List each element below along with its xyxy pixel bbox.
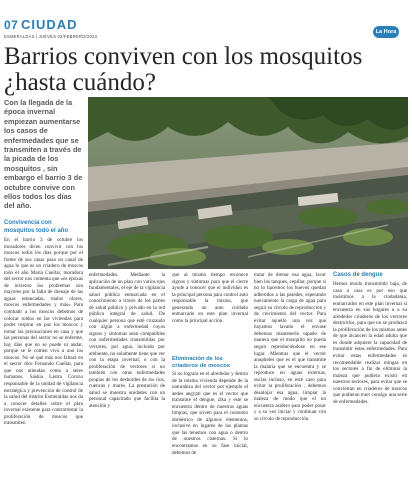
paragraph: Si no lograra en el alrededor y dentro de la misma vivienda depende de la naturaleza del vector por ejemplo el aedes aegypti que es el vector que transmite el dengue, zika y este se encuentra dentro de nuestras aguas limpias, que sirven para el consumo doméstico de algunos elementos, inclusive en lugares de las plantas que las tenemos con agua o dentro de nuestros cisternas. Si lo encontramos en su fase inicial, debemos de [172,371,248,456]
subheading-convivencia: Convivencia con mosquitos todo el año [4,220,68,234]
paragraph: enfermedades. Mediante la aplicación de un plan con varios ejes fundamentales, el eje de la vigilancia salud pública enmarcada en el conocimiento a través de los partes de salud público y privado en la red pública integral de salud. De cualquier persona que esté cruzando con algún a enfermedad cuyos signos y síntomas sean compatibles con enfermedades transmitidas por vectores, por agua, incluido por ambiente, no solamente tiene que ver con la etapa invernal, o con la proliferación de vectores si no también con otras enfermedades propias de los desbordes de los ríos, cuencas y mares. La prestación de salud se muestra unidades con un personal capacitado que facilita la atención y [89,272,165,409]
subheading-dengue: Casos de dengue [333,272,383,278]
paragraph: Hemos tenido transmitido baja, de casa a casa es por eso que insistimos a la ciudadanía, enmarcados en este plan invernal si encuentra en sus hogares o a su alrededor criaderos de los vectores destruirlos, para que no se produzca la proliferación de los mismos antes de que alcancen la edad adulta que es donde adquiere la capacidad de transmitir estas enfermedades. Para evitar estas enfermedades es recomendable realizar mingas en los sectores a fin de eliminar la maleza que pudiera existir en nuestros sectores, para evitar que se conviertan en criaderos de moscos que pudieran traer consigo una serie de enfermedades. [333,281,407,405]
body-column-1 [4,237,83,427]
paragraph: En el barrio 3 de octubre los moradores dicen convivir con los moscos todos los días porque por el frente de sus casas pasa un canal de agua lo que es un criadero de moscos todo el año María Cuellar, moradora del sector nos comenta que «es époxas de invierno los problemas son mayores por la falta de drenaje de las aguas estancadas, malos olores, moscos enfermedades y más» Para combatir a los moscos debemos de colocar toldos en las viviendas para poder respirar en paz los moscos y tomar las precauciones en casa y que las personas del sector no se enferme, hay días que no se puede ni andar, porque se le comen vivo a uno los moscos. No sé qué más nos faltará en el sector dice Fernando Cuellar, para que nos atiendan como a seres humanos. Saskia Lastra Corozo responsable de la unidad de vigilancia estratégica y prevención de control de la salud del distrito Esmeraldas nos da a conocer detalles sobre el plan invernal existente para contrarrestar la proliferación de moscos que transmiten [4,237,83,427]
page-number: 07 [4,18,19,32]
paragraph: que al mismo tiempo reconoce signos y síntomas para que el cierre ayude a conocer que el individuo es la principal persona para control auto responsable la misma, que generando un auto cuidado enmarcado en este plan invernal como la principal acción. [172,272,248,324]
section-name: CIUDAD [21,17,78,32]
lead-paragraph: Con la llegada de la época invernal empiezan aumentarse los casos de enfermedades que se transmiten a través de la picada de los mosquitos , sin embargo el barrio 3 de octubre convive con ellos todos los días del año. [4,98,83,211]
body-column-2 [89,272,165,409]
article-photo [88,97,408,269]
body-column-3 [172,272,248,324]
body-column-4 [254,272,326,423]
body-column-5 [333,281,407,405]
paragraph: tratar de drenar esa agua, lavar bien los tanques, cepillar, porque si no lo hacemos los huevos quedan adheridos a las paredes, esperando nuevamente la carga de agua para seguir su círculo de reproducción y de crecimiento del vector. Para evitar aquello una vez que hayamos lavado el envase debemos mantenerlo tapado de manera que el mosquito no pueda seguir reproduciéndose en ese lugar. Mientras que el vector anopheles que es el que transmite la malaria que se encuentra y se reproduce en aguas externas, sucias incluso, en este caso para evitar la proliferación , debemos desalojar esa agua, limpiar la maleza de modo que el no encuentra asidero para poder posar y a su vez iniciar y continuar con su círculo de reproducción. [254,272,326,423]
subheading-eliminacion: Eliminación de los criaderos de moscos [172,356,230,369]
brand-logo: La Hora [373,26,399,38]
body-column-3b [172,371,248,456]
dateline: ESMERALDAS | JUEVES 02/FEBRERO/2023 [4,34,98,39]
headline: Barrios conviven con los mosquitos ¿hasta cuándo? [4,43,363,96]
